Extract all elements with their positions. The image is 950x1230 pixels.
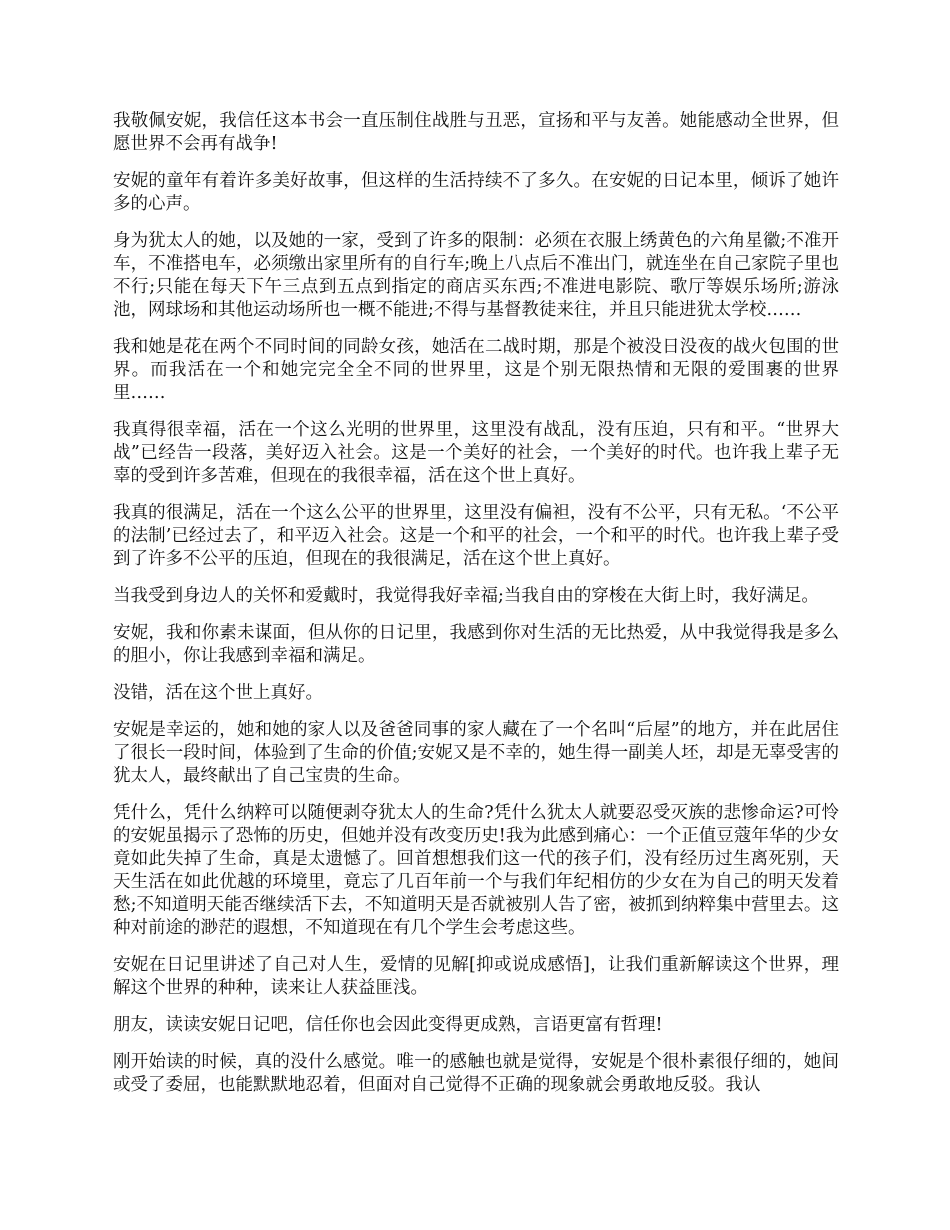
paragraph-12: 安妮在日记里讲述了自己对人生，爱情的见解[抑或说成感悟]，让我们重新解读这个世界，理解这个世界的种种，读来让人获益匪浅。 <box>113 955 839 998</box>
paragraph-11: 凭什么，凭什么纳粹可以随便剥夺犹太人的生命?凭什么犹太人就要忍受灭族的悲惨命运?可怜的安妮虽揭示了恐怖的历史，但她并没有改变历史!我为此感到痛心：一个正值豆蔻年华的少女竟如此失掉了生命，真是太遗憾了。回首想想我们这一代的孩子们，没有经历过生离死别，天天生活在如此优越的环境里，竟忘了几百年前一个与我们年纪相仿的少女在为自己的明天发着愁;不知道明天能否继续活下去，不知道明天是否就被别人告了密，被抓到纳粹集中营里去。这种对前途的渺茫的遐想，不知道现在有几个学生会考虑这些。 <box>113 803 839 938</box>
paragraph-4: 我和她是花在两个不同时间的同龄女孩，她活在二战时期，那是个被没日没夜的战火包围的世界。而我活在一个和她完完全全不同的世界里，这是个别无限热情和无限的爱围裹的世界里…… <box>113 337 839 403</box>
paragraph-13: 朋友，读读安妮日记吧，信任你也会因此变得更成熟，言语更富有哲理! <box>113 1015 663 1035</box>
paragraph-14: 刚开始读的时候，真的没什么感觉。唯一的感触也就是觉得，安妮是个很朴素很仔细的，她间或受了委屈，也能默默地忍着，但面对自己觉得不正确的现象就会勇敢地反驳。我认 <box>113 1052 839 1095</box>
paragraph-7: 当我受到身边人的关怀和爱戴时，我觉得我好幸福;当我自由的穿梭在大街上时，我好满足。 <box>113 586 819 606</box>
paragraph-5: 我真得很幸福，活在一个这么光明的世界里，这里没有战乱，没有压迫，只有和平。“世界大战”已经告一段落，美好迈入社会。这是一个美好的社会，一个美好的时代。也许我上辈子无辜的受到许多苦难，但现在的我很幸福，活在这个世上真好。 <box>113 420 839 486</box>
paragraph-6: 我真的很满足，活在一个这么公平的世界里，这里没有偏袒，没有不公平，只有无私。‘不公平的法制’已经过去了，和平迈入社会。这是一个和平的社会，一个和平的时代。也许我上辈子受到了许多不公平的压迫，但现在的我很满足，活在这个世上真好。 <box>113 503 839 569</box>
paragraph-9: 没错，活在这个世上真好。 <box>113 683 323 703</box>
paragraph-2: 安妮的童年有着许多美好故事，但这样的生活持续不了多久。在安妮的日记本里，倾诉了她许多的心声。 <box>113 171 839 214</box>
paragraph-8: 安妮，我和你素未谋面，但从你的日记里，我感到你对生活的无比热爱，从中我觉得我是多么的胆小，你让我感到幸福和满足。 <box>113 623 839 666</box>
paragraph-1: 我敬佩安妮，我信任这本书会一直压制住战胜与丑恶，宣扬和平与友善。她能感动全世界，但愿世界不会再有战争! <box>113 111 839 154</box>
paragraph-10: 安妮是幸运的，她和她的家人以及爸爸同事的家人藏在了一个名叫“后屋”的地方，并在此居住了很长一段时间，体验到了生命的价值;安妮又是不幸的，她生得一副美人坯，却是无辜受害的犹太人，最终献出了自己宝贵的生命。 <box>113 720 839 786</box>
document-body <box>113 110 839 1111</box>
paragraph-3: 身为犹太人的她，以及她的一家，受到了许多的限制：必须在衣服上绣黄色的六角星徽;不准开车，不准搭电车，必须缴出家里所有的自行车;晚上八点后不准出门，就连坐在自己家院子里也不行;只能在每天下午三点到五点到指定的商店买东西;不准进电影院、歌厅等娱乐场所;游泳池，网球场和其他运动场所也一概不能进;不得与基督教徒来往，并且只能进犹太学校…… <box>113 231 839 320</box>
